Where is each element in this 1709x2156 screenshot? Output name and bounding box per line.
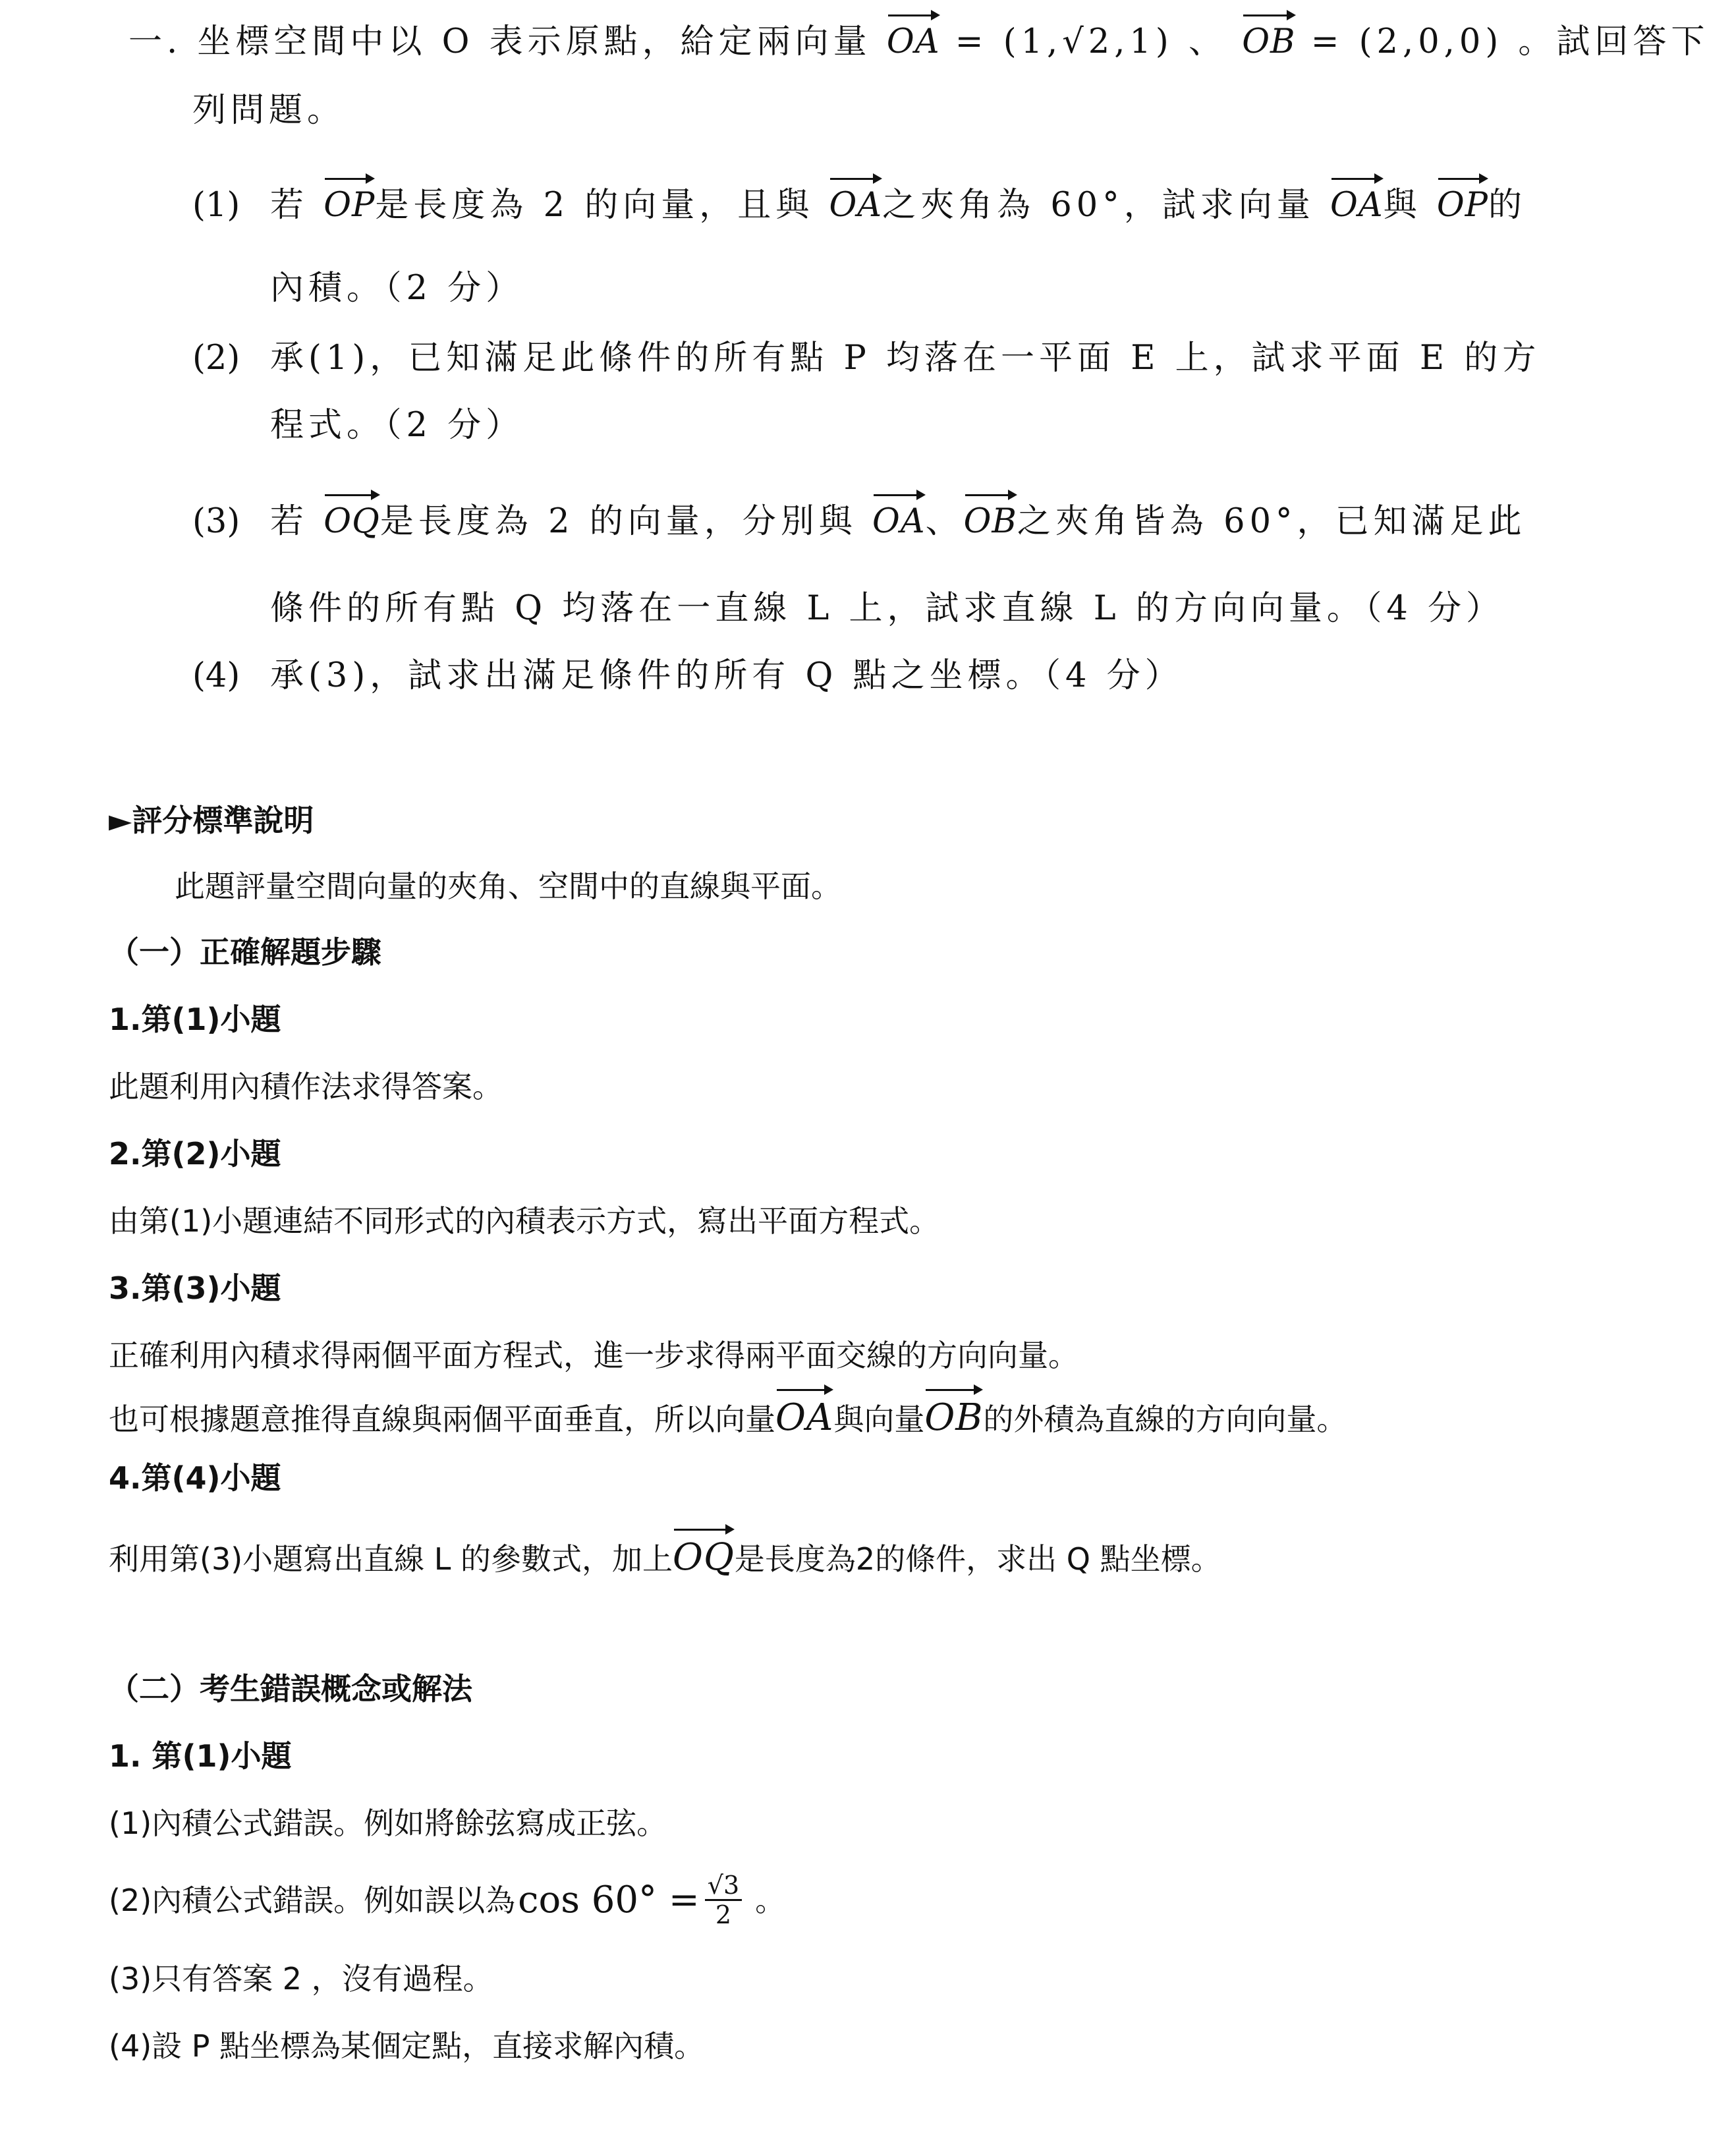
- vector-oa: OA: [886, 22, 940, 61]
- question-3-cont: 條件的所有點 Q 均落在一直線 L 上，試求直線 L 的方向向量。（4 分）: [270, 589, 1504, 628]
- scoring-description: 此題評量空間向量的夾角、空間中的直線與平面。: [175, 868, 841, 904]
- q3-text: 之夾角皆為 60°，已知滿足此: [1017, 502, 1527, 541]
- q3-text: 是長度為 2 的向量，分別與: [379, 502, 857, 541]
- vector-ob-value: = (2,0,0) 。試回答下: [1295, 22, 1709, 61]
- q3-text: 、: [925, 502, 964, 541]
- q1-text: 之夾角為 60°，試求向量: [882, 186, 1315, 225]
- subitem-title: 1. 第(1)小題: [109, 1738, 292, 1774]
- text-span: 利用第(3)小題寫出直線 L 的參數式，加上: [109, 1541, 673, 1577]
- question-number: (3): [192, 502, 240, 541]
- subitem-title: 1.第(1)小題: [109, 1002, 281, 1037]
- intro-text: 一. 坐標空間中以 O 表示原點，給定兩向量: [128, 22, 872, 61]
- vector-oa: OA: [775, 1396, 834, 1439]
- vector-oa: OA: [1330, 186, 1384, 225]
- q3-text: 若: [270, 502, 309, 541]
- q1-text: 若: [270, 186, 309, 225]
- subitem-title: 3.第(3)小題: [109, 1270, 281, 1306]
- question-number: (4): [192, 656, 240, 695]
- math-expression: cos 60° =: [518, 1878, 700, 1921]
- question-4: [192, 656, 1183, 695]
- subitem-text: 由第(1)小題連結不同形式的內積表示方式，寫出平面方程式。: [109, 1203, 940, 1239]
- text-span: 也可根據題意推得直線與兩個平面垂直，所以向量: [109, 1402, 775, 1437]
- vector-op: OP: [1436, 186, 1488, 225]
- error-item: (3)只有答案 2 ，沒有過程。: [109, 1961, 493, 1997]
- text-span: 的外積為直線的方向向量。: [983, 1402, 1347, 1437]
- question-2-cont: 程式。（2 分）: [270, 406, 524, 445]
- subitem-text: [109, 1535, 1221, 1579]
- section-title-correct-steps: （一）正確解題步驟: [109, 934, 381, 970]
- fraction: [705, 1873, 742, 1927]
- q1-text: 與: [1383, 186, 1422, 225]
- subitem-title: 4.第(4)小題: [109, 1460, 281, 1496]
- question-number: (2): [192, 339, 240, 378]
- text-span: 。: [755, 1882, 786, 1918]
- subitem-title: 2.第(2)小題: [109, 1136, 281, 1172]
- question-number: (1): [192, 186, 240, 225]
- vector-oa-value: = (1,√2,1) 、: [939, 22, 1227, 61]
- question-2: [192, 339, 1541, 378]
- vector-op: OP: [323, 186, 376, 225]
- error-item: [109, 1873, 785, 1927]
- question-1: [192, 184, 1527, 225]
- problem-intro-cont: 列問題。: [192, 91, 346, 130]
- vector-oq: OQ: [323, 502, 380, 541]
- question-1-cont: 內積。（2 分）: [270, 269, 524, 308]
- q4-text: 承(3)，試求出滿足條件的所有 Q 點之坐標。（4 分）: [270, 656, 1183, 695]
- section-title-errors: （二）考生錯誤概念或解法: [109, 1671, 472, 1707]
- error-item: (4)設 P 點坐標為某個定點，直接求解內積。: [109, 2028, 705, 2064]
- text-span: 是長度為2的條件，求出 Q 點坐標。: [734, 1541, 1221, 1577]
- text-span: (2)內積公式錯誤。例如誤以為: [109, 1882, 516, 1918]
- q1-text: 的: [1488, 186, 1527, 225]
- error-item: (1)內積公式錯誤。例如將餘弦寫成正弦。: [109, 1805, 667, 1841]
- fraction-numerator: √3: [705, 1873, 742, 1901]
- scoring-heading: ►評分標準說明: [109, 803, 314, 838]
- vector-oq: OQ: [673, 1536, 735, 1579]
- text-span: 與向量: [833, 1402, 925, 1437]
- fraction-denominator: 2: [715, 1900, 732, 1929]
- vector-ob: OB: [1242, 22, 1296, 61]
- vector-ob: OB: [963, 502, 1017, 541]
- problem-intro: [128, 21, 1709, 59]
- subitem-text: 此題利用內積作法求得答案。: [109, 1069, 503, 1104]
- q1-text: 是長度為 2 的向量，且與: [375, 186, 814, 225]
- vector-oa: OA: [829, 186, 883, 225]
- subitem-text: [109, 1396, 1347, 1439]
- vector-oa: OA: [872, 502, 926, 541]
- vector-ob: OB: [924, 1396, 984, 1439]
- subitem-text: 正確利用內積求得兩個平面方程式，進一步求得兩平面交線的方向向量。: [109, 1338, 1079, 1373]
- q2-text: 承(1)，已知滿足此條件的所有點 P 均落在一平面 E 上，試求平面 E 的方: [270, 339, 1541, 378]
- question-3: [192, 501, 1527, 541]
